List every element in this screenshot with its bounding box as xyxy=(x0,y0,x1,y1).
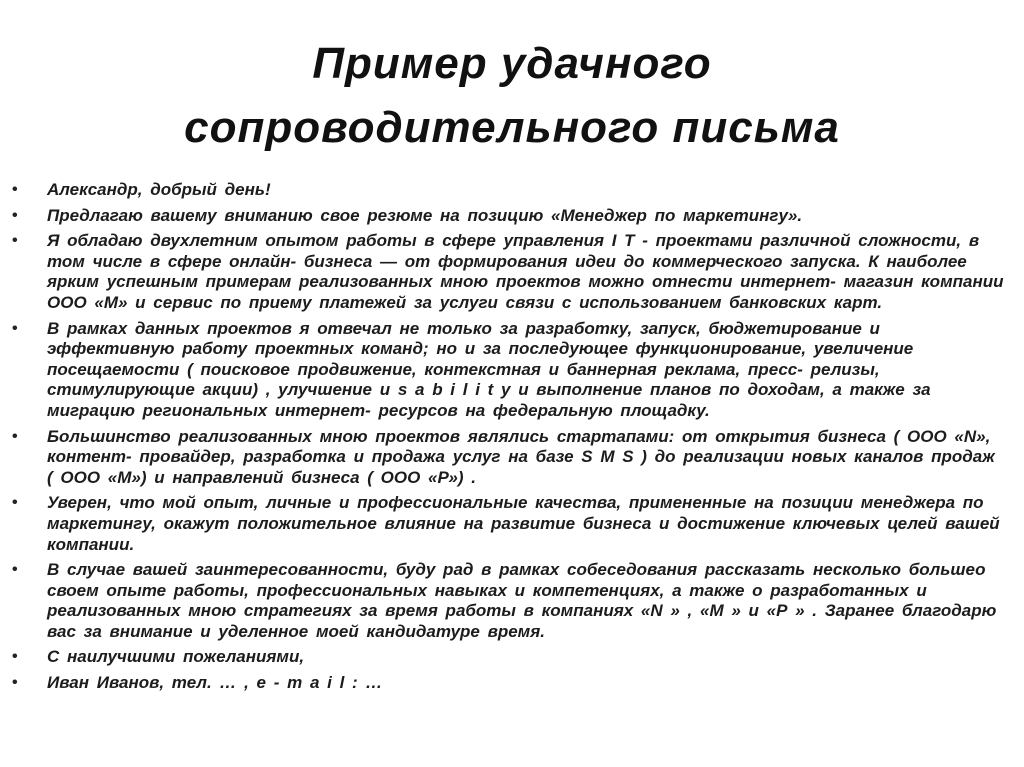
bullet-item-greeting xyxy=(0,180,1024,201)
bullet-text: В случае вашей заинтересованности, буду рад в рамках собеседования рассказать несколько большео своем опыте работы, профессиональных навыках и компетенциях, а также о разработанных и реализованных мною стратегиях за время работы в компаниях «N » , «М » и «Р » . Заранее благодарю вас за внимание и уделенное моей кандидатуре время. xyxy=(47,560,997,641)
bullet-item-signature xyxy=(0,673,1024,694)
bullet-icon: • xyxy=(12,648,18,666)
bullet-icon: • xyxy=(12,427,18,445)
bullet-item-startups xyxy=(0,427,1024,489)
bullet-text: С наилучшими пожеланиями, xyxy=(47,647,305,667)
bullet-text: Уверен, что мой опыт, личные и профессиональные качества, примененные на позиции менеджера по маркетингу, окажут положительное влияние на развитие бизнеса и достижение ключевых целей вашей компании. xyxy=(47,493,1000,554)
bullet-item-confidence xyxy=(0,493,1024,555)
bullet-icon: • xyxy=(12,561,18,579)
bullet-text: Предлагаю вашему вниманию свое резюме на позицию «Менеджер по маркетингу». xyxy=(47,205,803,225)
bullet-text: В рамках данных проектов я отвечал не только за разработку, запуск, бюджетирование и эффективную работу проектных команд; но и за последующее функционирование, увеличение посещаемости ( поисковое продвижение, контекстная и баннерная реклама, пресс- релизы, стимулирующие акции) , улучшение u s a b i l i t y и выполнение планов по доходам, а также за миграцию региональных интернет- ресурсов на федеральную площадку. xyxy=(47,318,931,420)
bullet-text: Большинство реализованных мною проектов являлись стартапами: от открытия бизнеса ( ООО «N», контент- провайдер, разработка и продажа услуг на базе S M S ) до реализации новых каналов продаж ( ООО «М») и направлений бизнеса ( ООО «Р») . xyxy=(47,426,995,487)
title-line-2: сопроводительного письма xyxy=(184,103,840,152)
bullet-item-experience xyxy=(0,231,1024,313)
slide-title xyxy=(0,32,1024,160)
bullet-icon: • xyxy=(12,206,18,224)
bullet-item-responsibilities xyxy=(0,319,1024,422)
bullet-icon: • xyxy=(12,319,18,337)
bullet-item-interview xyxy=(0,560,1024,642)
bullet-icon: • xyxy=(12,494,18,512)
bullet-icon: • xyxy=(12,181,18,198)
bullet-item-position xyxy=(0,206,1024,227)
bullet-list xyxy=(0,180,1024,699)
bullet-icon: • xyxy=(12,232,18,250)
bullet-text: Иван Иванов, тел. … , e - m a i l : … xyxy=(47,673,383,693)
bullet-item-closing xyxy=(0,647,1024,668)
bullet-text: Александр, добрый день! xyxy=(47,180,271,199)
bullet-text: Я обладаю двухлетним опытом работы в сфере управления I T - проектами различной сложности, в том числе в сфере онлайн- бизнеса — от формирования идеи до коммерческого запуска. К наиболее ярким успешным примерам реализованных мною проектов можно отнести интернет- магазин компании ООО «М» и сервис по приему платежей за услуги связи с использованием банковских карт. xyxy=(47,231,1004,312)
bullet-icon: • xyxy=(12,674,18,692)
title-line-1: Пример удачного xyxy=(312,39,712,88)
